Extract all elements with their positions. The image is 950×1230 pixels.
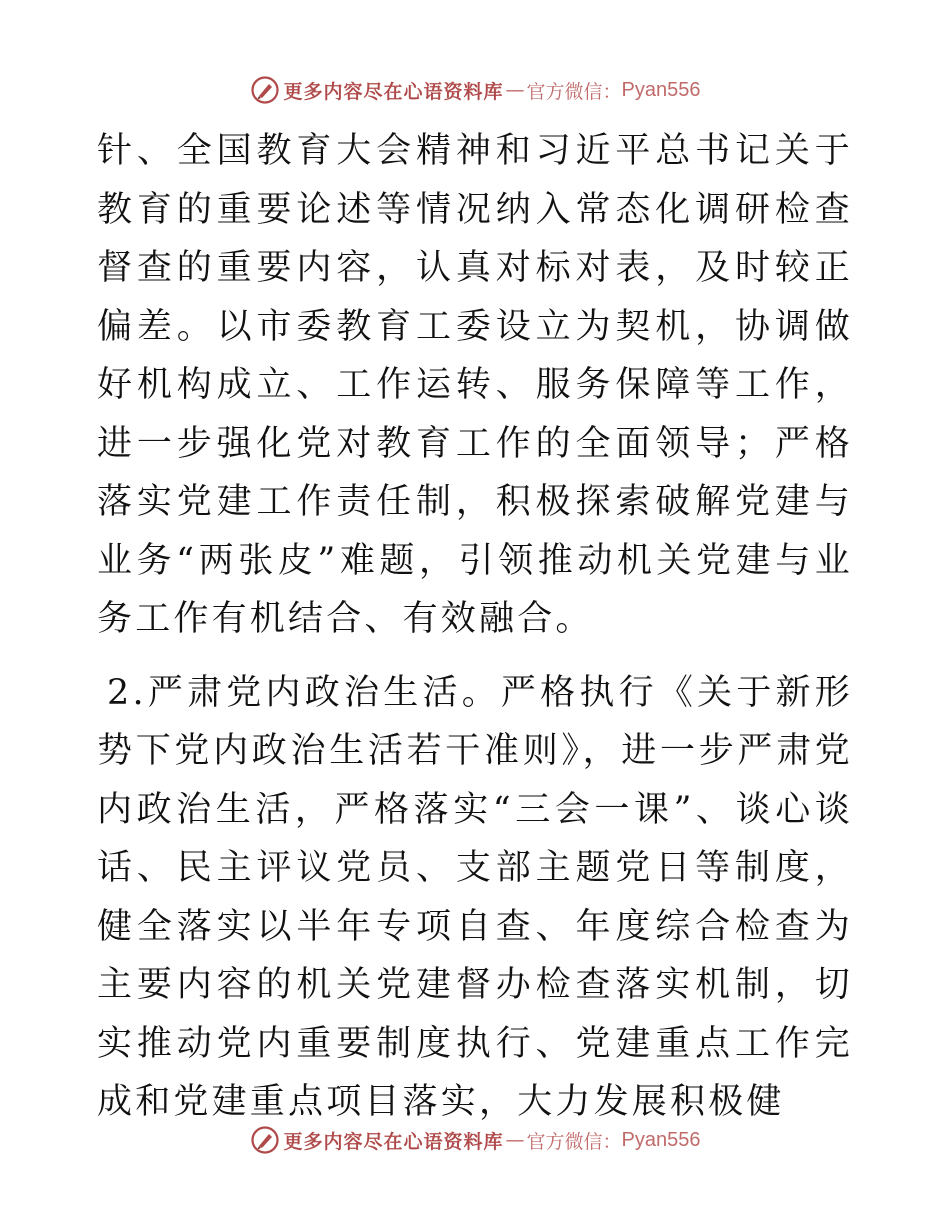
watermark-separator: —: [505, 79, 525, 101]
watermark-main-text: 更多内容尽在心语资料库: [283, 1130, 504, 1153]
pen-logo-icon: [250, 1125, 280, 1155]
watermark-label: 官方微信：: [526, 80, 622, 103]
watermark-wechat-id: Pyan556: [621, 78, 701, 101]
paragraph-1: 针、全国教育大会精神和习近平总书记关于教育的重要论述等情况纳入常态化调研检查督查的重要内容，认真对标对表，及时较正偏差。以市委教育工委设立为契机，协调做好机构成立、工作运转、服务保障等工作，进一步强化党对教育工作的全面领导；严格落实党建工作责任制，积极探索破解党建与业务“两张皮”难题，引领推动机关党建与业务工作有机结合、有效融合。: [97, 131, 853, 639]
watermark-label: 官方微信：: [526, 1130, 622, 1153]
pen-logo-icon: [250, 75, 280, 105]
watermark-wechat-id: Pyan556: [621, 1128, 701, 1151]
header-watermark: [0, 70, 950, 110]
footer-watermark: [0, 1120, 950, 1160]
paragraph-2: 2.严肃党内政治生活。严格执行《关于新形势下党内政治生活若干准则》，进一步严肃党内政治生活，严格落实“三会一课”、谈心谈话、民主评议党员、支部主题党日等制度，健全落实以半年专项自查、年度综合检查为主要内容的机关党建督办检查落实机制，切实推动党内重要制度执行、党建重点工作完成和党建重点项目落实，大力发展积极健: [97, 672, 853, 1122]
watermark-separator: —: [505, 1129, 525, 1151]
document-body: [97, 122, 853, 1132]
watermark-main-text: 更多内容尽在心语资料库: [283, 80, 504, 103]
